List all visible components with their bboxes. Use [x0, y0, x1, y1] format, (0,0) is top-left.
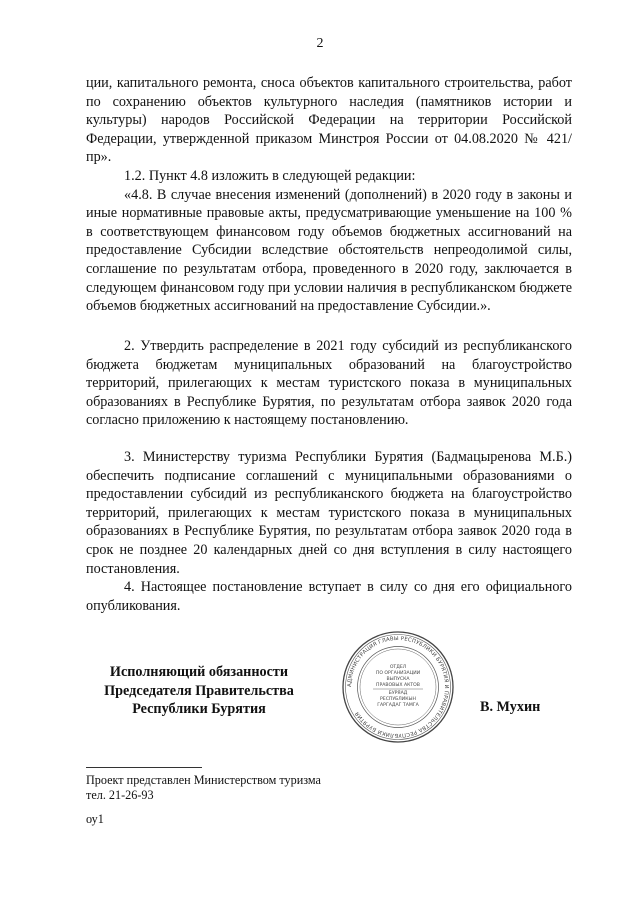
paragraph-quote-4-8: «4.8. В случае внесения изменений (дополнений) в 2020 году в законы и иные нормативные правовые акты, предусматривающие уменьшение на 100 % в соответствующем финансовом году объемов бюджетных ассигнований на предоставление Субсидии вследствие обстоятельств непреодолимой силы, соглашение по результатам отбора, проведенного в 2020 году, заключается в следующем финансовом году при условии наличия в республиканском бюджете объемов бюджетных ассигнований на предоставление Субсидии.». — [86, 186, 572, 315]
seal-center-line: ГАРГАДАГ ТАМГА — [377, 703, 419, 708]
signatory-position-line: Республики Бурятия — [132, 701, 266, 718]
paragraph-3: 3. Министерству туризма Республики Бурятия (Бадмацыренова М.Б.) обеспечить подписание соглашений с муниципальными образованиями о предоставлении субсидий из республиканского бюджета на благоустройство территорий, прилегающих к местам туристского показа в муниципальных образованиях в Республике Бурятия, по результатам отбора заявок 2020 года в срок не позднее 20 календарных дней со дня вступления в силу настоящего постановления. — [86, 449, 572, 577]
signatory-position-line: Исполняющий обязанности — [109, 664, 289, 680]
seal-outer-text: АДМИНИСТРАЦИЯ ГЛАВЫ РЕСПУБЛИКИ БУРЯТИЯ И ПРАВИТЕЛЬСТВА РЕСПУБЛИКИ БУРЯТИЯ — [346, 635, 450, 739]
paragraph-1-2: 1.2. Пункт 4.8 изложить в следующей редакции: — [124, 167, 416, 184]
seal-center-line: РЕСПУБЛИКЫН — [380, 697, 416, 702]
paragraph-group-3 — [86, 448, 572, 578]
seal-center-line: БУРЯАД — [388, 691, 408, 696]
seal-center-line: ВЫПУСКА — [386, 677, 410, 682]
signatory-position-line: Председателя Правительства — [104, 682, 294, 699]
seal-center-line: ОТДЕЛ — [389, 665, 407, 670]
signatory-name: В. Мухин — [480, 699, 541, 715]
signatory-position — [84, 663, 314, 719]
official-seal-stamp — [341, 630, 455, 744]
paragraph-2: 2. Утвердить распределение в 2021 году субсидий из республиканского бюджета бюджетам муниципальных образований на благоустройство территорий, прилегающих к местам туристского показа в муниципальных образованиях в Республике Бурятия, по результатам отбора заявок 2020 года согласно приложению к настоящему постановлению. — [86, 338, 572, 429]
footnote-divider — [86, 767, 202, 768]
seal-center-line: ПО ОРГАНИЗАЦИИ — [375, 671, 421, 676]
paragraph-continuation: ции, капитального ремонта, сноса объектов капитального строительства, работ по сохранению объектов культурного наследия (памятников истории и культуры) народов Российской Федерации на территории Российской Федерации, утвержденной приказом Минстроя России от 04.08.2020 № 421/пр». — [86, 75, 572, 166]
footnote-line: тел. 21-26-93 — [86, 787, 154, 802]
paragraph-group-1 — [86, 74, 572, 316]
seal-center-line: ПРАВОВЫХ АКТОВ — [376, 683, 420, 688]
page-number: 2 — [316, 36, 324, 51]
document-code: оу1 — [86, 812, 104, 826]
paragraph-group-2 — [86, 337, 572, 430]
footnote-line: Проект представлен Министерством туризма — [86, 773, 321, 787]
paragraph-group-4 — [86, 578, 572, 615]
paragraph-4: 4. Настоящее постановление вступает в силу со дня его официального опубликования. — [86, 579, 572, 614]
footnote — [86, 773, 321, 802]
